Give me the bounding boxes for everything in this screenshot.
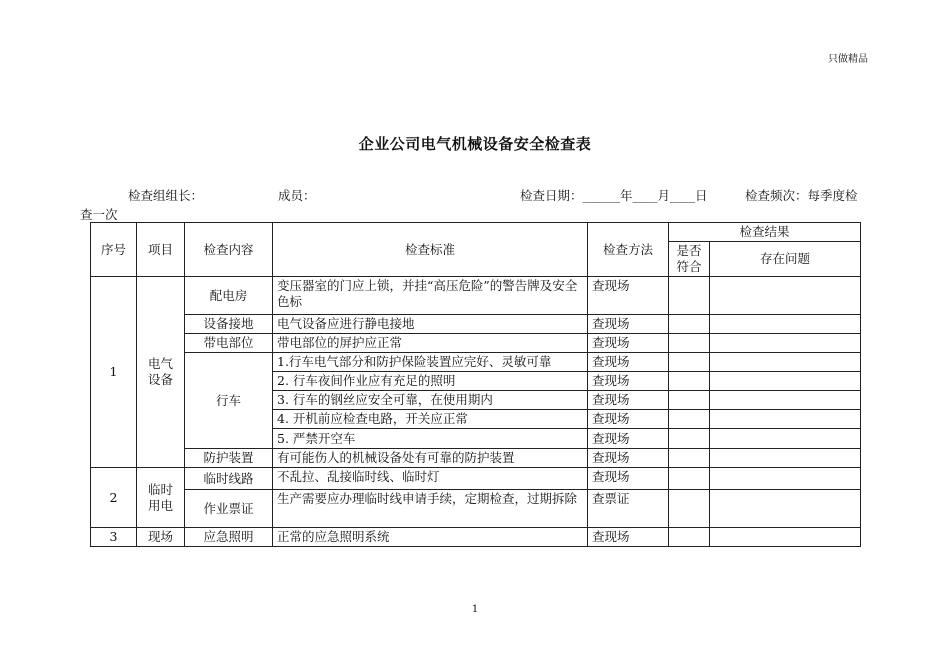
header-item: 项目	[137, 223, 185, 277]
cell-standard: 有可能伤人的机械设备处有可靠的防护装置	[273, 449, 588, 468]
cell-conform	[669, 372, 710, 391]
cell-issue	[710, 315, 861, 334]
table-header-row	[91, 223, 861, 242]
header-note: 只做精品	[828, 54, 868, 65]
cell-standard: 变压器室的门应上锁，并挂“高压危险”的警告牌及安全色标	[273, 277, 588, 315]
group-no: 3	[91, 528, 137, 547]
cell-conform	[669, 490, 710, 528]
group-item-label: 电气设备	[147, 356, 173, 387]
table-row	[91, 528, 861, 547]
group-item	[137, 468, 185, 528]
cell-standard: 电气设备应进行静电接地	[273, 315, 588, 334]
cell-conform	[669, 528, 710, 547]
cell-content: 带电部位	[185, 334, 273, 353]
cell-issue	[710, 468, 861, 490]
table-row	[91, 468, 861, 490]
group-no: 1	[91, 277, 137, 468]
group-item: 现场	[137, 528, 185, 547]
cell-content: 临时线路	[185, 468, 273, 490]
cell-standard: 5. 严禁开空车	[273, 429, 588, 449]
document-title: 企业公司电气机械设备安全检查表	[358, 135, 592, 153]
cell-content: 行车	[185, 353, 273, 449]
cell-issue	[710, 528, 861, 547]
cell-method: 查现场	[588, 528, 669, 547]
group-item	[137, 277, 185, 468]
cell-issue	[710, 490, 861, 528]
cell-issue	[710, 334, 861, 353]
cell-standard: 1.行车电气部分和防护保险装置应完好、灵敏可靠	[273, 353, 588, 372]
cell-method: 查现场	[588, 391, 669, 410]
frequency-continued: 查一次	[80, 207, 118, 222]
group-item-label: 临时用电	[147, 481, 173, 513]
cell-issue	[710, 277, 861, 315]
header-issue: 存在问题	[710, 242, 861, 277]
cell-conform	[669, 334, 710, 353]
table-row	[91, 315, 861, 334]
inspection-table	[90, 222, 861, 547]
cell-conform	[669, 353, 710, 372]
cell-method: 查现场	[588, 410, 669, 429]
cell-conform	[669, 410, 710, 429]
cell-issue	[710, 391, 861, 410]
cell-content: 配电房	[185, 277, 273, 315]
header-conform: 是否符合	[669, 242, 710, 277]
cell-standard: 4. 开机前应检查电路，开关应正常	[273, 410, 588, 429]
table-row	[91, 277, 861, 315]
cell-conform	[669, 468, 710, 490]
cell-issue	[710, 410, 861, 429]
header-standard: 检查标准	[273, 223, 588, 277]
cell-content: 设备接地	[185, 315, 273, 334]
header-method: 检查方法	[588, 223, 669, 277]
cell-method: 查现场	[588, 353, 669, 372]
cell-content: 作业票证	[185, 490, 273, 528]
cell-standard: 3. 行车的钢丝应安全可靠，在使用期内	[273, 391, 588, 410]
table-row	[91, 334, 861, 353]
frequency-label: 检查频次：每季度检	[745, 188, 858, 203]
header-content: 检查内容	[185, 223, 273, 277]
cell-content: 应急照明	[185, 528, 273, 547]
cell-method: 查现场	[588, 315, 669, 334]
cell-issue	[710, 449, 861, 468]
cell-standard: 生产需要应办理临时线申请手续，定期检查，过期拆除	[273, 490, 588, 528]
cell-method: 查现场	[588, 449, 669, 468]
members-label: 成员：	[278, 188, 316, 203]
cell-method: 查现场	[588, 468, 669, 490]
cell-method: 查票证	[588, 490, 669, 528]
inspection-meta	[80, 186, 870, 224]
cell-conform	[669, 449, 710, 468]
table-row	[91, 449, 861, 468]
leader-label: 检查组组长：	[128, 188, 204, 203]
cell-standard: 2. 行车夜间作业应有充足的照明	[273, 372, 588, 391]
cell-standard: 带电部位的屏护应正常	[273, 334, 588, 353]
cell-conform	[669, 277, 710, 315]
cell-issue	[710, 429, 861, 449]
cell-method: 查现场	[588, 429, 669, 449]
header-result: 检查结果	[669, 223, 861, 242]
header-no: 序号	[91, 223, 137, 277]
cell-content: 防护装置	[185, 449, 273, 468]
cell-method: 查现场	[588, 334, 669, 353]
table-row	[91, 353, 861, 372]
cell-method: 查现场	[588, 372, 669, 391]
cell-conform	[669, 315, 710, 334]
cell-conform	[669, 391, 710, 410]
group-no: 2	[91, 468, 137, 528]
cell-standard: 不乱拉、乱接临时线、临时灯	[273, 468, 588, 490]
cell-issue	[710, 372, 861, 391]
cell-conform	[669, 429, 710, 449]
page-number: 1	[471, 604, 479, 615]
table-row	[91, 490, 861, 528]
date-label: 检查日期：______年____月____日	[520, 188, 708, 203]
cell-method: 查现场	[588, 277, 669, 315]
cell-standard: 正常的应急照明系统	[273, 528, 588, 547]
cell-issue	[710, 353, 861, 372]
